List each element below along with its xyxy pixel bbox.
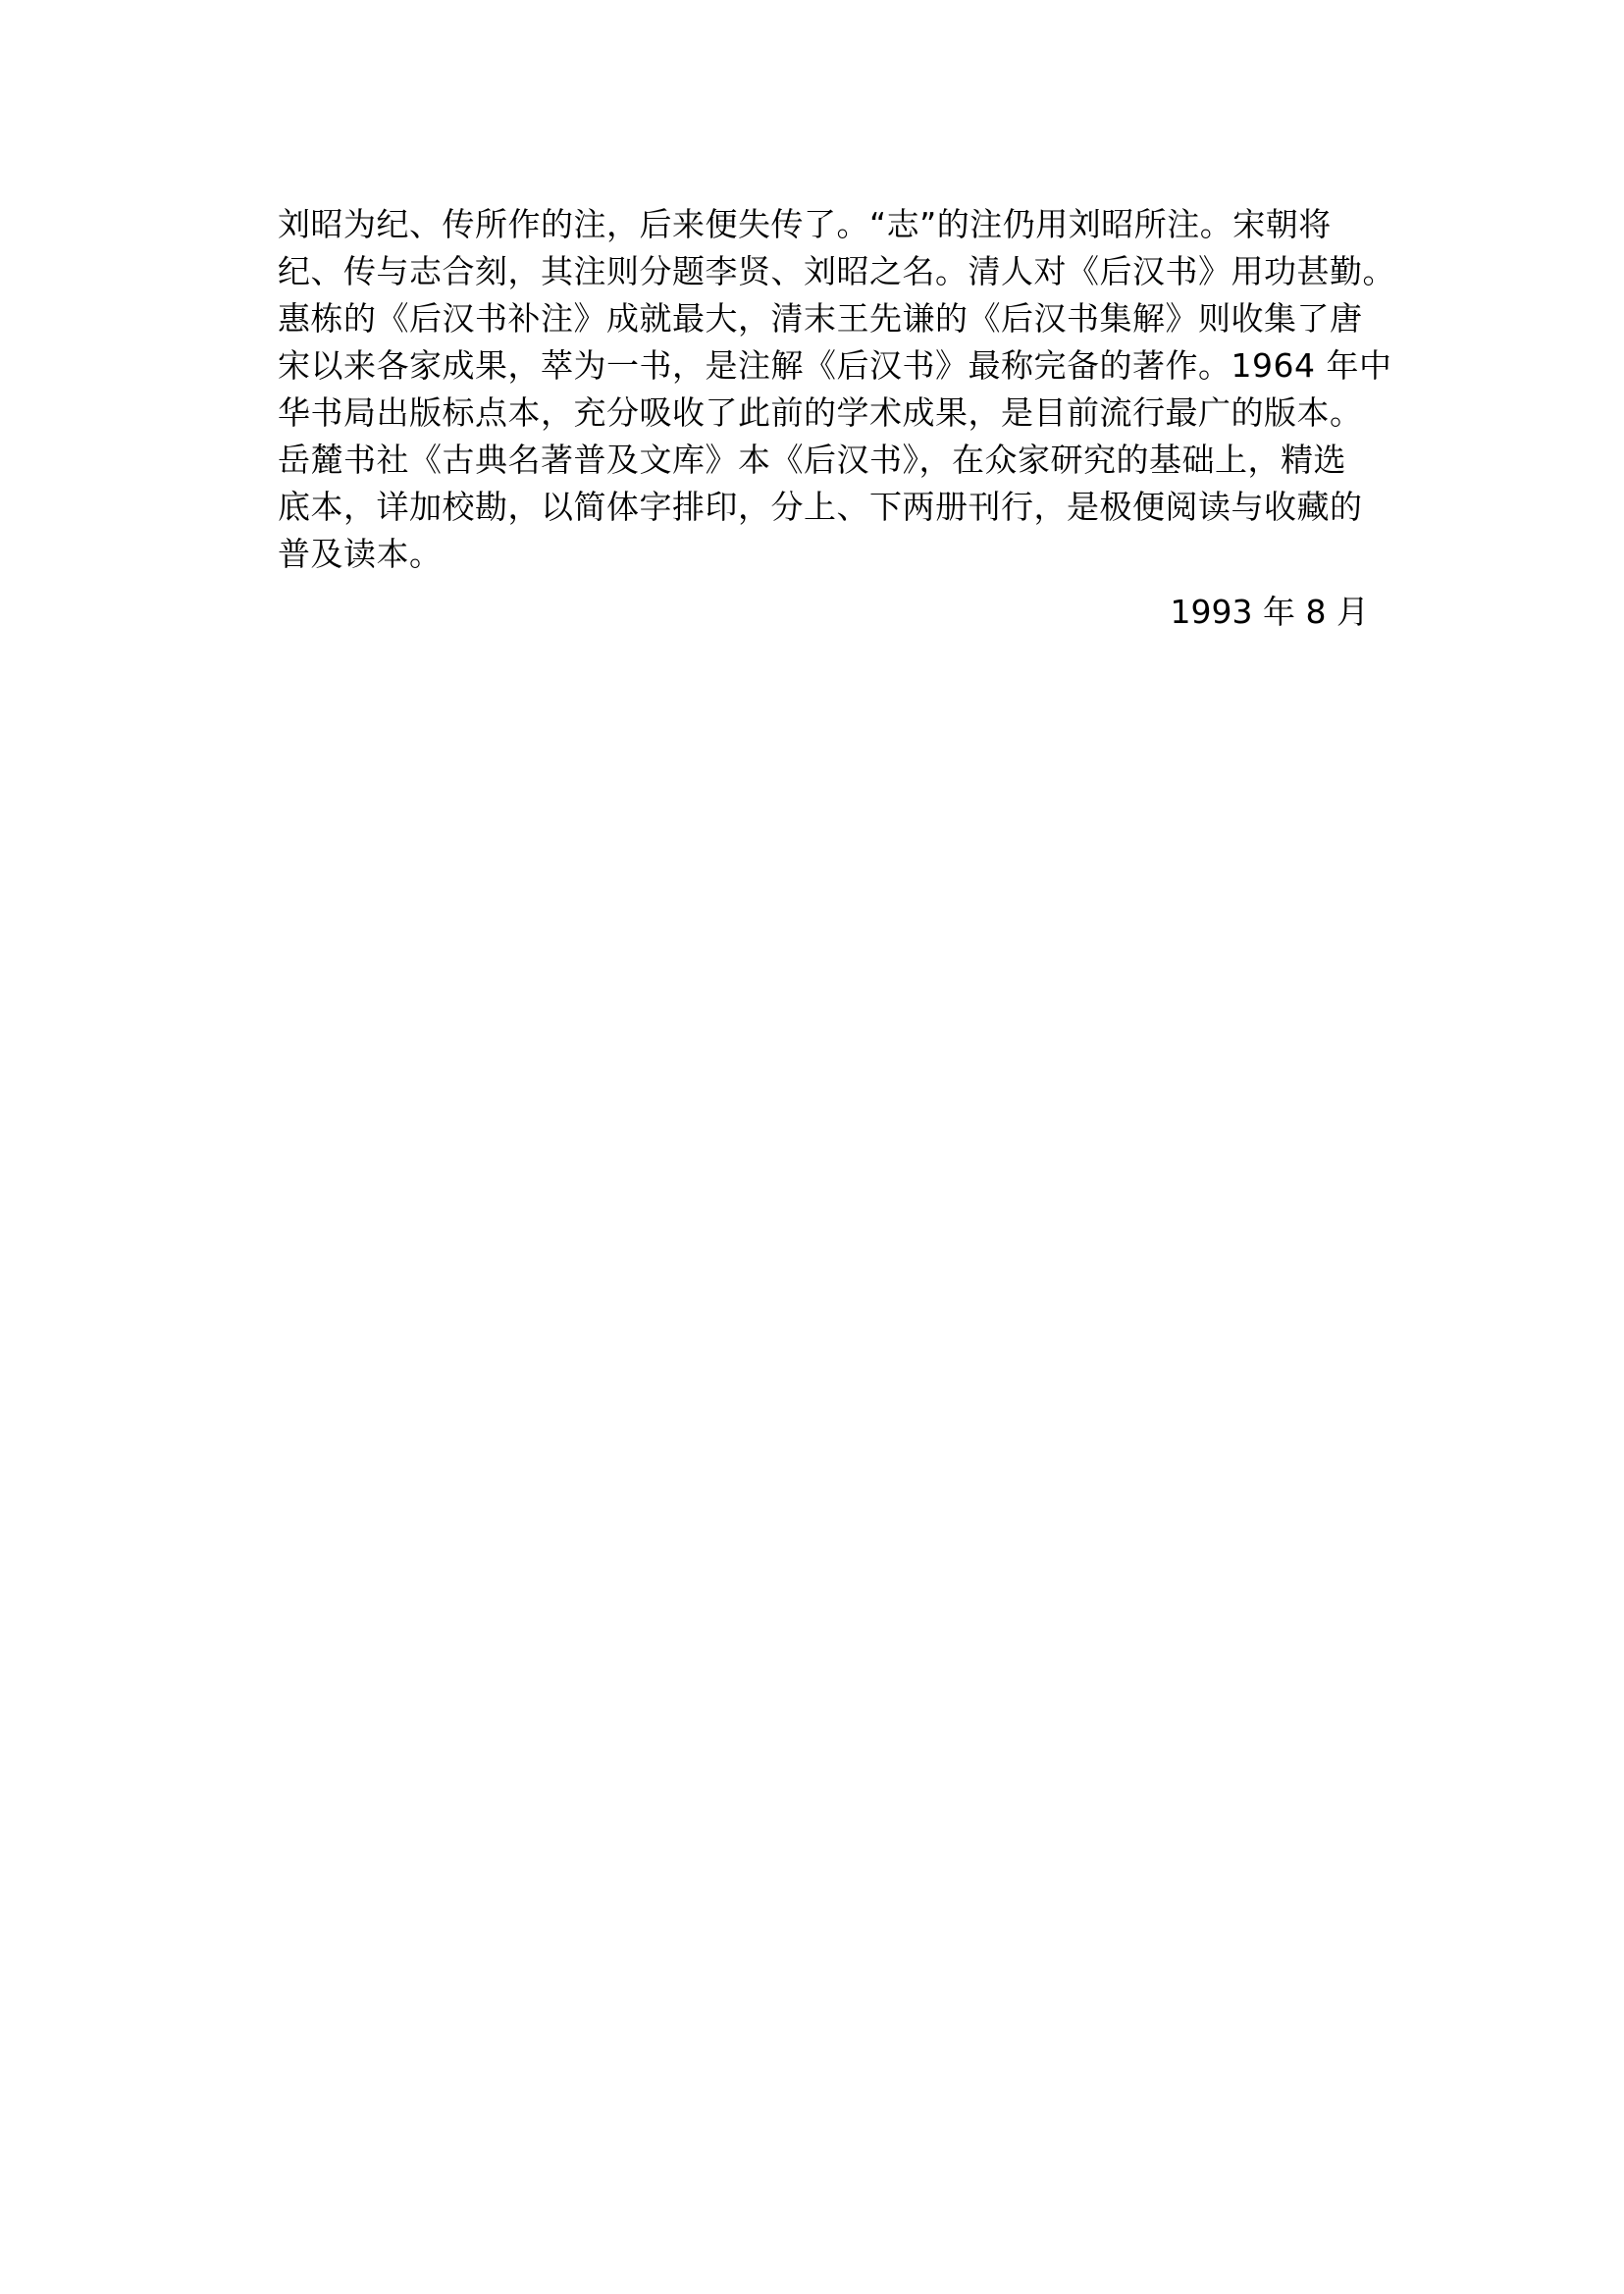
text-line: 岳麓书社《古典名著普及文库》本《后汉书》，在众家研究的基础上，精选 bbox=[278, 441, 1346, 479]
text-line: 惠栋的《后汉书补注》成就最大，清末王先谦的《后汉书集解》则收集了唐 bbox=[278, 299, 1363, 338]
text-line: 纪、传与志合刻，其注则分题李贤、刘昭之名。清人对《后汉书》用功甚勤。 bbox=[278, 252, 1395, 290]
text-line: 华书局出版标点本，充分吸收了此前的学术成果，是目前流行最广的版本。 bbox=[278, 393, 1363, 432]
text-line: 普及读本。 bbox=[278, 535, 443, 573]
body-paragraph bbox=[278, 201, 1395, 578]
text-line: 宋以来各家成果，萃为一书，是注解《后汉书》最称完备的著作。1964 年中 bbox=[278, 346, 1392, 385]
text-line: 底本，详加校勘，以简体字排印，分上、下两册刊行，是极便阅读与收藏的 bbox=[278, 488, 1363, 526]
text-line: 刘昭为纪、传所作的注，后来便失传了。“志”的注仍用刘昭所注。宋朝将 bbox=[278, 205, 1332, 243]
signature-date: 1993 年 8 月 bbox=[1170, 593, 1369, 631]
